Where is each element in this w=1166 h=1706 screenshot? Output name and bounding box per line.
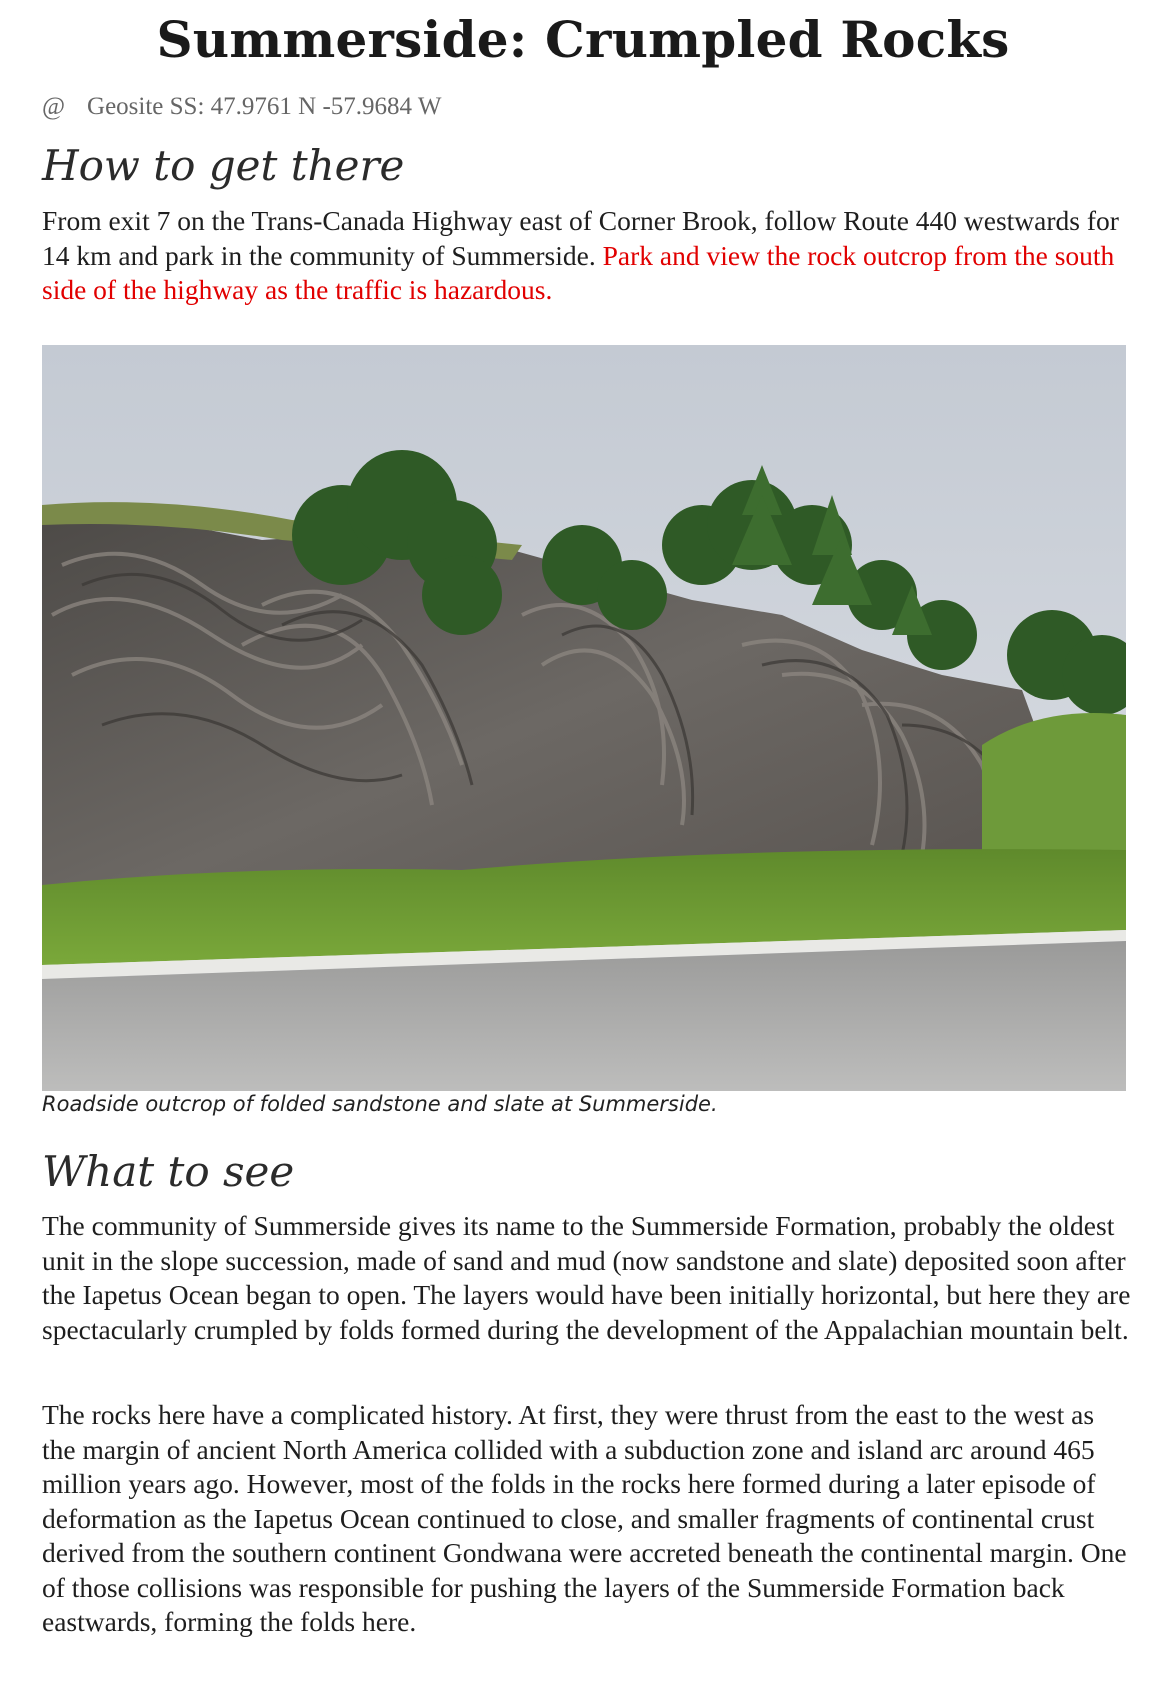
geosite-coordinates: Geosite SS: 47.9761 N -57.9684 W [87, 93, 442, 120]
geosite-location [42, 93, 441, 121]
directions-paragraph [42, 204, 1132, 308]
traffic-warning: Park and view the rock outcrop from the south side of the highway as the traffic is hazardous. [42, 239, 1115, 305]
how-to-get-there-heading: How to get there [42, 141, 405, 190]
history-paragraph: The rocks here have a complicated history. At first, they were thrust from the east to the west as the margin of ancient North America collided with a subduction zone and island arc around 465 million years ago. However, most of the folds in the rocks here formed during a later episode of deformation as the Iapetus Ocean continued to close, and smaller fragments of continental crust derived from the southern continent Gondwana were accreted beneath the continental margin. One of those collisions was responsible for pushing the layers of the Summerside Formation back eastwards, forming the folds here. [42, 1399, 1127, 1637]
photo-caption: Roadside outcrop of folded sandstone and slate at Summerside. [42, 1092, 718, 1116]
what-to-see-heading: What to see [42, 1147, 295, 1196]
formation-paragraph: The community of Summerside gives its name to the Summerside Formation, probably the oldest unit in the slope succession, made of sand and mud (now sandstone and slate) deposited soon after the Iapetus Ocean began to open. The layers would have been initially horizontal, but here they are spectacularly crumpled by folds formed during the development of the Appalachian mountain belt. [42, 1210, 1131, 1345]
page-title: Summerside: Crumpled Rocks [156, 10, 1010, 69]
directions-text: From exit 7 on the Trans-Canada Highway east of Corner Brook, follow Route 440 westwards for 14 km and park in the community of Summerside. [42, 205, 1119, 271]
location-symbol: @ [42, 93, 66, 120]
outcrop-photo [42, 345, 1126, 1091]
